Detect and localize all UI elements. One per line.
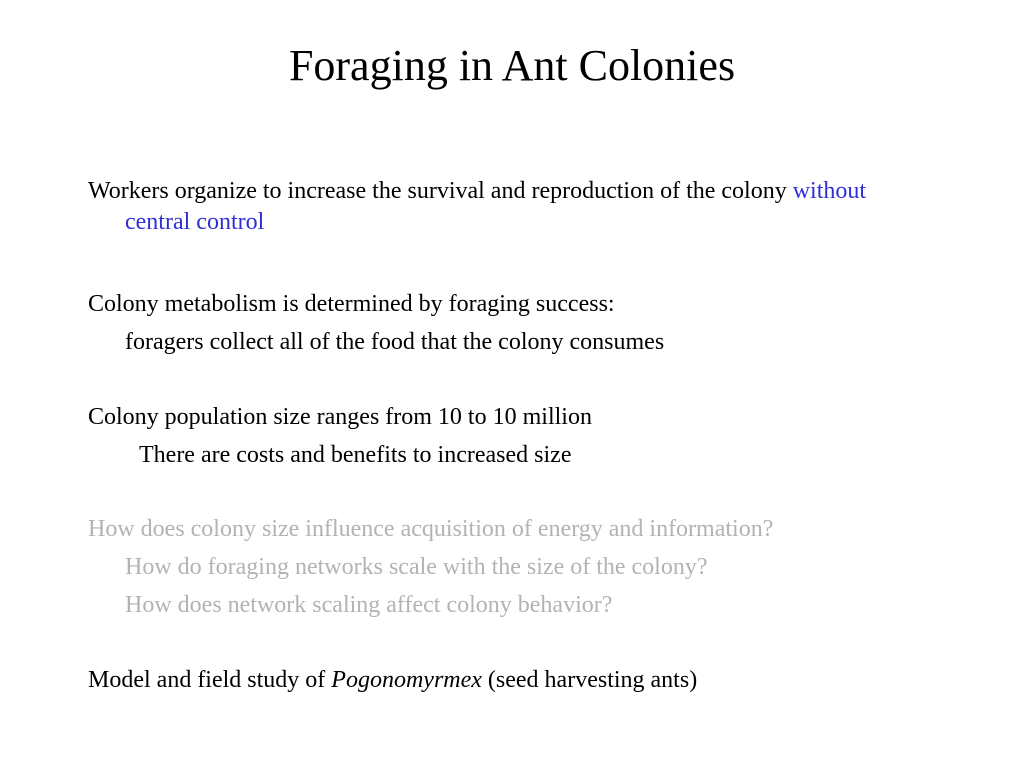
bullet-workers-text: Workers organize to increase the survival and reproduction of the colony (88, 178, 793, 204)
bullet-workers-emphasis-2: central control (125, 209, 265, 235)
sub-bullet-costs: There are costs and benefits to increased size (139, 442, 572, 468)
sub-question-networks: How do foraging networks scale with the size of the colony? (125, 554, 708, 580)
slide-title: Foraging in Ant Colonies (288, 41, 736, 90)
bullet-metabolism: Colony metabolism is determined by foraging success: (88, 291, 615, 317)
bullet-model (88, 665, 697, 695)
bullet-workers-emphasis-1: without (792, 178, 867, 204)
bullet-workers (88, 176, 866, 206)
bullet-model-genus: Pogonomyrmex (331, 667, 482, 693)
bullet-population: Colony population size ranges from 10 to 10 million (88, 404, 592, 430)
sub-bullet-foragers: foragers collect all of the food that the colony consumes (125, 329, 665, 355)
bullet-model-post: (seed harvesting ants) (481, 667, 698, 693)
bullet-question: How does colony size influence acquisition of energy and information? (88, 516, 774, 542)
bullet-model-pre: Model and field study of (88, 667, 332, 693)
sub-question-behavior: How does network scaling affect colony behavior? (125, 592, 613, 618)
